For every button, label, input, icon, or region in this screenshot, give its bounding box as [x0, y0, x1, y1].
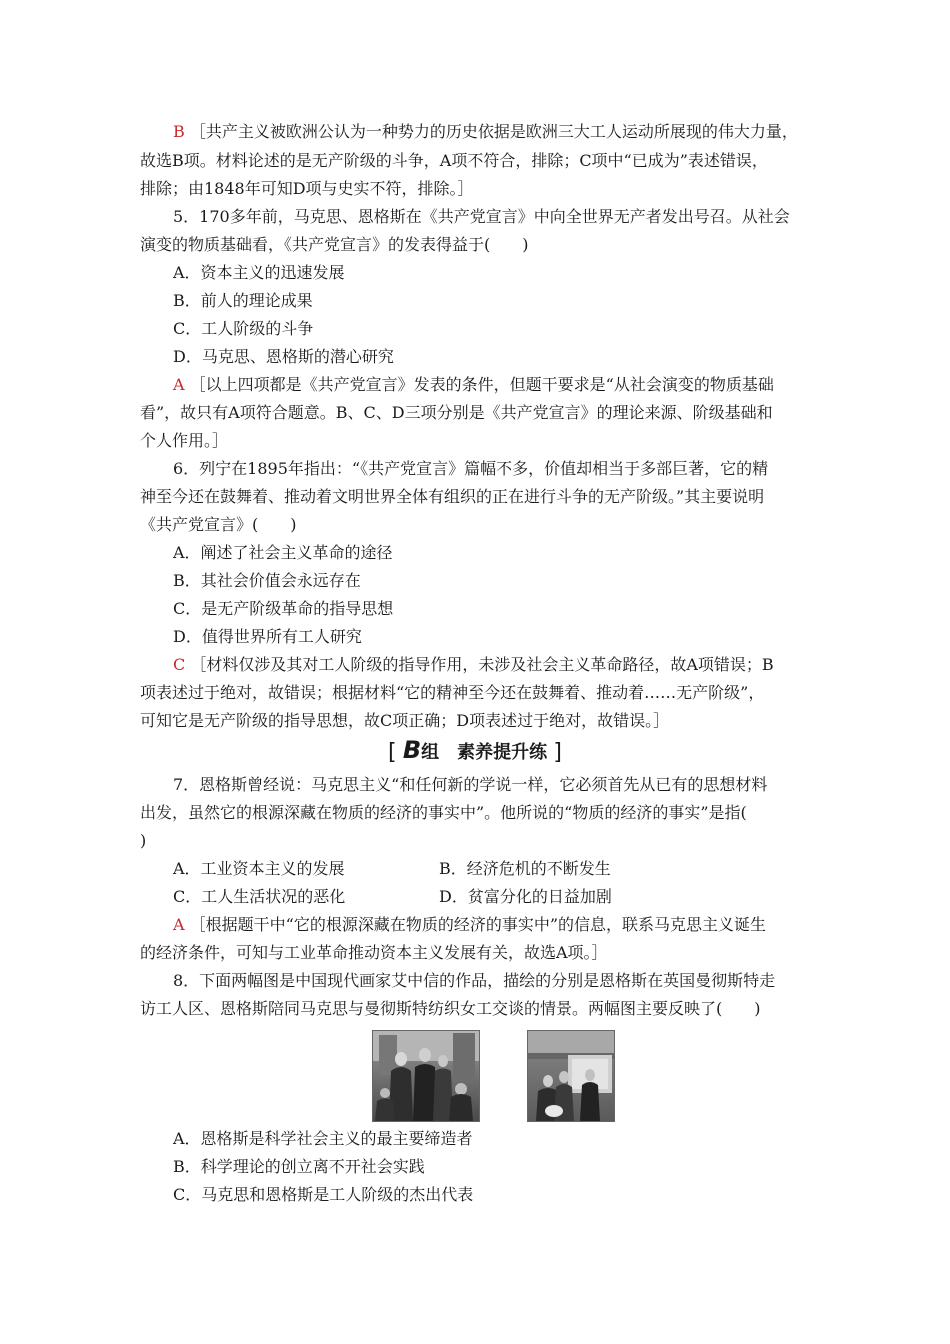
section-bracket-open: [ — [387, 740, 397, 765]
q8-option-a: A．恩格斯是科学社会主义的最主要缔造者 — [173, 1129, 473, 1148]
section-title: 组 素养提升练 — [421, 742, 548, 763]
q7-stem-line-3: ) — [140, 831, 147, 850]
section-bracket-close: ] — [553, 740, 563, 765]
q5-stem-line-1: 5．170多年前，马克思、恩格斯在《共产党宣言》中向全世界无产者发出号召。从社会 — [173, 207, 790, 226]
q6-answer-line-3: 可知它是无产阶级的指导思想，故C项正确；D项表述过于绝对，故错误。］ — [140, 711, 670, 730]
q6-stem-line-1: 6．列宁在1895年指出：“《共产党宣言》篇幅不多，价值却相当于多部巨著，它的精 — [173, 459, 769, 478]
q4-answer-line-1: B ［共产主义被欧洲公认为一种势力的历史依据是欧洲三大工人运动所展现的伟大力量， — [173, 122, 798, 141]
q6-stem-line-2: 神至今还在鼓舞着、推动着文明世界全体有组织的正在进行斗争的无产阶级。”其主要说明 — [140, 487, 765, 506]
section-heading — [0, 736, 950, 768]
q5-stem-line-2: 演变的物质基础看，《共产党宣言》的发表得益于( ) — [140, 235, 529, 254]
q6-answer-line-2: 项表述过于绝对，故错误；根据材料“它的精神至今还在鼓舞着、推动着……无产阶级”， — [140, 683, 765, 702]
q6-option-c: C．是无产阶级革命的指导思想 — [173, 599, 394, 618]
q5-answer-line-3: 个人作用。］ — [140, 431, 229, 450]
section-letter: B — [402, 736, 422, 764]
q4-answer-letter: B — [173, 122, 185, 141]
q5-option-d: D．马克思、恩格斯的潜心研究 — [173, 347, 394, 366]
q8-stem-line-2: 访工人区、恩格斯陪同马克思与曼彻斯特纺织女工交谈的情景。两幅图主要反映了( ) — [140, 999, 761, 1018]
q7-answer-letter: A — [173, 915, 185, 934]
q4-answer-line-3: 排除；由1848年可知D项与史实不符，排除。］ — [140, 179, 474, 198]
q7-option-c: C．工人生活状况的恶化 — [173, 887, 346, 906]
painting-engels-visiting-workers-art — [373, 1031, 479, 1121]
q7-answer-line-1: A ［根据题干中“它的根源深藏在物质的经济的事实中”的信息，联系马克思主义诞生 — [173, 915, 767, 934]
q6-stem-line-3: 《共产党宣言》( ) — [140, 515, 297, 534]
painting-marx-engels-with-textile-workers-art — [528, 1031, 614, 1121]
q6-answer-line-1: C ［材料仅涉及其对工人阶级的指导作用，未涉及社会主义革命路径，故A项错误；B — [173, 655, 774, 674]
q5-answer-letter: A — [173, 375, 185, 394]
q7-option-d: D．贫富分化的日益加剧 — [439, 887, 612, 906]
q7-option-b: B．经济危机的不断发生 — [439, 859, 611, 878]
q6-option-b: B．其社会价值会永远存在 — [173, 571, 361, 590]
q7-stem-line-2: 出发，虽然它的根源深藏在物质的经济的事实中”。他所说的“物质的经济的事实”是指( — [140, 803, 747, 822]
q5-option-a: A．资本主义的迅速发展 — [173, 263, 345, 282]
q5-option-b: B．前人的理论成果 — [173, 291, 313, 310]
q6-option-a: A．阐述了社会主义革命的途径 — [173, 543, 393, 562]
q8-stem-line-1: 8．下面两幅图是中国现代画家艾中信的作品，描绘的分别是恩格斯在英国曼彻斯特走 — [173, 971, 776, 990]
q5-answer-line-2: 看”，故只有A项符合题意。B、C、D三项分别是《共产党宣言》的理论来源、阶级基础和 — [140, 403, 773, 422]
painting-engels-visiting-workers — [372, 1030, 480, 1122]
q7-answer-line-2: 的经济条件，可知与工业革命推动资本主义发展有关，故选A项。］ — [140, 943, 608, 962]
q8-option-c: C．马克思和恩格斯是工人阶级的杰出代表 — [173, 1185, 474, 1204]
q8-option-b: B．科学理论的创立离不开社会实践 — [173, 1157, 425, 1176]
q5-option-c: C．工人阶级的斗争 — [173, 319, 314, 338]
q5-answer-line-1: A ［以上四项都是《共产党宣言》发表的条件，但题干要求是“从社会演变的物质基础 — [173, 375, 774, 394]
q4-answer-line-2: 故选B项。材料论述的是无产阶级的斗争，A项不符合，排除；C项中“已成为”表述错误， — [140, 151, 768, 170]
q6-answer-letter: C — [173, 655, 186, 674]
q7-option-a: A．工业资本主义的发展 — [173, 859, 345, 878]
painting-marx-engels-with-textile-workers — [527, 1030, 615, 1122]
q7-stem-line-1: 7．恩格斯曾经说：马克思主义“和任何新的学说一样，它必须首先从已有的思想材料 — [173, 775, 768, 794]
q6-option-d: D．值得世界所有工人研究 — [173, 627, 362, 646]
